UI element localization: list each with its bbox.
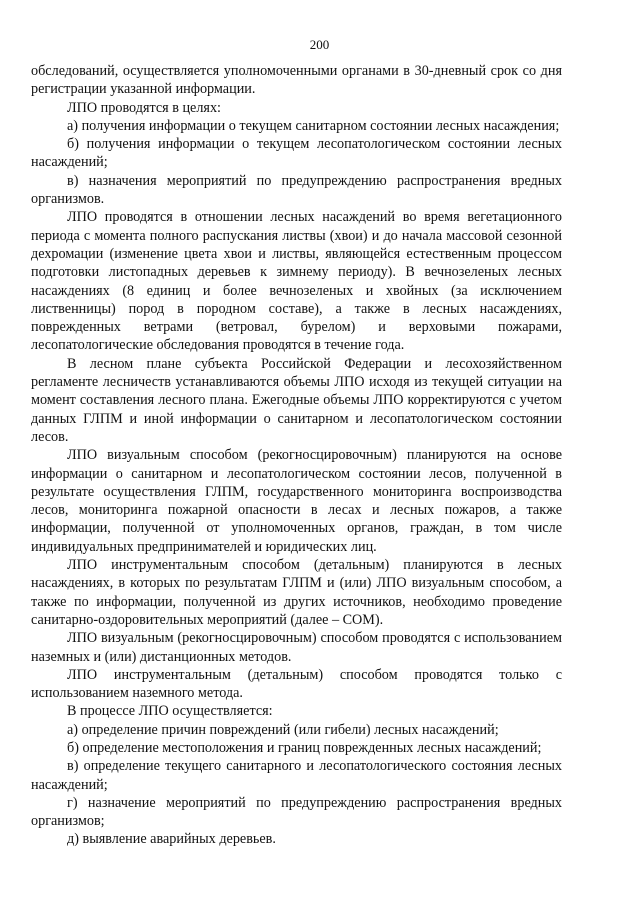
paragraph-process-intro: В процессе ЛПО осуществляется: bbox=[67, 703, 273, 720]
list-item-process-d: г) назначение мероприятий по предупреждению распространения вредных организмов; bbox=[31, 794, 562, 830]
paragraph-goals-intro: ЛПО проводятся в целях: bbox=[67, 99, 221, 116]
list-item-goal-a: а) получения информации о текущем санитарном состоянии лесных насаждения; bbox=[67, 117, 560, 134]
list-item-goal-b: б) получения информации о текущем лесопатологическом состоянии лесных насаждений; bbox=[31, 136, 562, 171]
page-number: 200 bbox=[309, 37, 330, 52]
paragraph-timing: ЛПО проводятся в отношении лесных насаждений во время вегетационного периода с момента полного распускания листвы (хвои) и до начала массовой сезонной дехромации (изменение цвета хвои и листвы, являющейся естественным процессом подготовки листопадных деревьев к зимнему периоду). В вечнозеленых лесных насаждениях (8 единиц и более вечнозеленых и хвойных (за исключением лиственницы) пород в породном составе), а также в лесных насаждениях, поврежденных ветрами (ветровал, бурелом) и верховыми пожарами, лесопатологические обследования проводятся в течение года. bbox=[31, 209, 562, 354]
list-item-process-b: б) определение местоположения и границ поврежденных лесных насаждений; bbox=[67, 739, 542, 756]
list-item-process-a: а) определение причин повреждений (или гибели) лесных насаждений; bbox=[67, 721, 499, 738]
paragraph-instrumental-ground: ЛПО инструментальным (детальным) способом проводятся только с использованием наземного метода. bbox=[31, 666, 562, 702]
page-body bbox=[31, 62, 562, 849]
list-item-goal-c: в) назначения мероприятий по предупреждению распространения вредных организмов. bbox=[31, 172, 562, 208]
paragraph-visual-ground-remote: ЛПО визуальным (рекогносцировочным) способом проводятся с использованием наземных и (или) дистанционных методов. bbox=[31, 630, 562, 665]
paragraph-forest-plan: В лесном плане субъекта Российской Федерации и лесохозяйственном регламенте лесничеств устанавливаются объемы ЛПО исходя из текущей ситуации на момент составления лесного плана. Ежегодные объемы ЛПО корректируются с учетом данных ГЛПМ и иной информации о санитарном и лесопатологическом состоянии лесов. bbox=[31, 355, 562, 445]
paragraph-continuation: обследований, осуществляется уполномоченными органами в 30-дневный срок со дня регистрации указанной информации. bbox=[31, 63, 562, 98]
list-item-process-e: д) выявление аварийных деревьев. bbox=[67, 831, 276, 848]
list-item-process-c: в) определение текущего санитарного и лесопатологического состояния лесных насаждений; bbox=[31, 758, 562, 793]
paragraph-instrumental-method: ЛПО инструментальным способом (детальным) планируются в лесных насаждениях, в которых по результатам ГЛПМ и (или) ЛПО визуальным способом, а также по информации, полученной из других источников, необходимо проведение санитарно-оздоровительных мероприятий (далее – СОМ). bbox=[31, 557, 562, 628]
paragraph-visual-method: ЛПО визуальным способом (рекогносцировочным) планируются на основе информации о санитарном и лесопатологическом состоянии лесов, полученной в результате осуществления ГЛПМ, государственного мониторинга воспроизводства лесов, мониторинга пожарной опасности в лесах и лесных пожаров, а также информации, полученной от уполномоченных органов, граждан, в том числе индивидуальных предпринимателей и юридических лиц. bbox=[31, 447, 562, 555]
